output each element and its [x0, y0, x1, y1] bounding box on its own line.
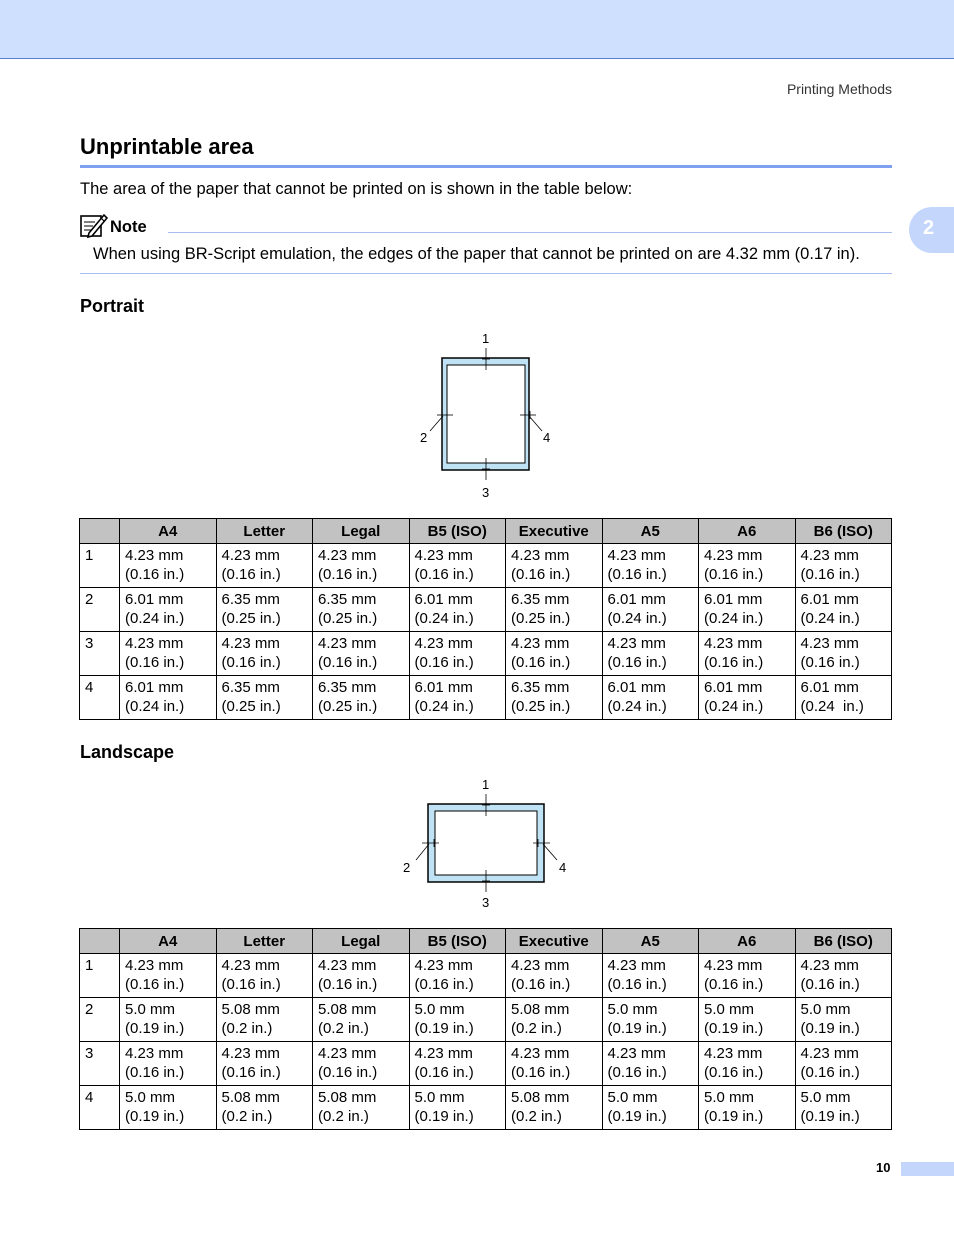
note-pencil-icon	[80, 213, 108, 239]
intro-text: The area of the paper that cannot be printed on is shown in the table below:	[80, 180, 633, 198]
cell-inch-value: (0.16 in.)	[221, 1064, 281, 1081]
cell-mm-value: 4.23 mm	[511, 547, 570, 564]
table-cell	[409, 954, 506, 998]
table-cell	[699, 632, 796, 676]
cell-inch-value: (0.24 in.)	[607, 698, 667, 715]
cell-inch-value: (0.24 in.)	[704, 610, 764, 627]
cell-mm-value: 4.23 mm	[414, 1045, 473, 1062]
table-cell	[795, 544, 892, 588]
cell-inch-value: (0.16 in.)	[607, 654, 667, 671]
table-cell	[699, 544, 796, 588]
cell-mm-value: 5.0 mm	[800, 1001, 851, 1018]
table-cell	[409, 676, 506, 720]
column-header: A4	[120, 519, 217, 544]
cell-inch-value: (0.24 in.)	[800, 610, 860, 627]
table-cell	[795, 676, 892, 720]
cell-inch-value: (0.16 in.)	[511, 976, 571, 993]
cell-inch-value: (0.16 in.)	[125, 566, 185, 583]
cell-inch-value: (0.16 in.)	[318, 976, 378, 993]
table-cell	[216, 1042, 313, 1086]
table-cell	[699, 954, 796, 998]
cell-mm-value: 5.0 mm	[414, 1089, 465, 1106]
portrait-table	[79, 518, 892, 720]
cell-mm-value: 4.23 mm	[704, 957, 763, 974]
cell-mm-value: 5.0 mm	[800, 1089, 851, 1106]
cell-mm-value: 6.01 mm	[704, 679, 763, 696]
landscape-body	[80, 954, 892, 1130]
cell-inch-value: (0.16 in.)	[125, 654, 185, 671]
cell-mm-value: 4.23 mm	[414, 957, 473, 974]
column-header: A6	[699, 929, 796, 954]
cell-mm-value: 4.23 mm	[318, 547, 377, 564]
cell-mm-value: 5.0 mm	[607, 1001, 658, 1018]
table-cell	[409, 1042, 506, 1086]
column-header: A4	[120, 929, 217, 954]
cell-mm-value: 4.23 mm	[125, 635, 184, 652]
cell-mm-value: 6.01 mm	[414, 591, 473, 608]
cell-mm-value: 4.23 mm	[511, 1045, 570, 1062]
header-band	[0, 0, 954, 59]
table-cell	[216, 588, 313, 632]
cell-inch-value: (0.2 in.)	[318, 1108, 369, 1125]
cell-inch-value: (0.19 in.)	[414, 1020, 474, 1037]
cell-inch-value: (0.16 in.)	[511, 654, 571, 671]
column-header: B6 (ISO)	[795, 929, 892, 954]
cell-inch-value: (0.24 in.)	[607, 610, 667, 627]
table-cell	[409, 588, 506, 632]
table-cell	[120, 588, 217, 632]
table-cell	[699, 998, 796, 1042]
table-cell	[795, 588, 892, 632]
table-cell	[506, 632, 603, 676]
cell-mm-value: 5.0 mm	[607, 1089, 658, 1106]
table-cell	[120, 1042, 217, 1086]
cell-inch-value: (0.16 in.)	[414, 566, 474, 583]
cell-mm-value: 4.23 mm	[318, 635, 377, 652]
column-header: A5	[602, 929, 699, 954]
table-cell	[602, 954, 699, 998]
cell-inch-value: (0.19 in.)	[125, 1020, 185, 1037]
table-cell	[313, 998, 410, 1042]
cell-inch-value: (0.2 in.)	[318, 1020, 369, 1037]
table-cell	[409, 544, 506, 588]
column-header: Legal	[313, 519, 410, 544]
cell-mm-value: 4.23 mm	[125, 547, 184, 564]
cell-inch-value: (0.16 in.)	[125, 976, 185, 993]
table-cell	[313, 1086, 410, 1130]
cell-inch-value: (0.19 in.)	[800, 1108, 860, 1125]
cell-mm-value: 4.23 mm	[125, 1045, 184, 1062]
column-header: B5 (ISO)	[409, 519, 506, 544]
cell-mm-value: 6.35 mm	[221, 679, 280, 696]
portrait-label-right: 4	[543, 430, 551, 445]
cell-inch-value: (0.16 in.)	[318, 566, 378, 583]
row-number: 4	[80, 676, 120, 720]
cell-mm-value: 6.01 mm	[607, 591, 666, 608]
cell-mm-value: 5.08 mm	[318, 1089, 377, 1106]
table-cell	[120, 954, 217, 998]
landscape-heading: Landscape	[80, 742, 175, 762]
table-cell	[602, 632, 699, 676]
page-number-bar	[901, 1162, 954, 1176]
cell-mm-value: 4.23 mm	[221, 1045, 280, 1062]
table-row	[80, 998, 892, 1042]
table-cell	[120, 676, 217, 720]
column-header: B6 (ISO)	[795, 519, 892, 544]
cell-inch-value: (0.19 in.)	[414, 1108, 474, 1125]
table-cell	[409, 632, 506, 676]
landscape-table	[79, 928, 892, 1130]
row-number: 3	[80, 1042, 120, 1086]
cell-mm-value: 5.0 mm	[704, 1001, 755, 1018]
cell-inch-value: (0.24 in.)	[414, 610, 474, 627]
cell-inch-value: (0.16 in.)	[221, 566, 281, 583]
table-cell	[409, 998, 506, 1042]
cell-inch-value: (0.16 in.)	[318, 1064, 378, 1081]
cell-mm-value: 5.08 mm	[511, 1001, 570, 1018]
cell-mm-value: 6.35 mm	[318, 591, 377, 608]
landscape-label-bottom: 3	[482, 895, 490, 910]
cell-mm-value: 6.01 mm	[125, 679, 184, 696]
cell-inch-value: (0.24 in.)	[800, 698, 864, 715]
column-header	[80, 929, 120, 954]
table-row	[80, 632, 892, 676]
table-cell	[602, 676, 699, 720]
cell-mm-value: 5.08 mm	[221, 1089, 280, 1106]
cell-mm-value: 5.0 mm	[125, 1001, 176, 1018]
portrait-heading: Portrait	[80, 296, 145, 316]
cell-inch-value: (0.16 in.)	[414, 976, 474, 993]
table-cell	[120, 544, 217, 588]
portrait-label-bottom: 3	[482, 485, 490, 500]
table-cell	[506, 1086, 603, 1130]
cell-mm-value: 4.23 mm	[704, 547, 763, 564]
cell-inch-value: (0.2 in.)	[511, 1108, 562, 1125]
cell-inch-value: (0.24 in.)	[704, 698, 764, 715]
table-cell	[216, 954, 313, 998]
cell-inch-value: (0.19 in.)	[125, 1108, 185, 1125]
table-row	[80, 676, 892, 720]
table-cell	[313, 544, 410, 588]
cell-mm-value: 6.35 mm	[318, 679, 377, 696]
cell-mm-value: 4.23 mm	[414, 547, 473, 564]
note-bottom-rule	[80, 273, 892, 274]
column-header	[80, 519, 120, 544]
table-cell	[216, 1086, 313, 1130]
column-header: Executive	[506, 929, 603, 954]
table-cell	[313, 632, 410, 676]
cell-mm-value: 6.01 mm	[800, 591, 859, 608]
cell-inch-value: (0.25 in.)	[221, 610, 281, 627]
chapter-tab	[909, 207, 954, 253]
table-cell	[120, 998, 217, 1042]
cell-inch-value: (0.16 in.)	[511, 1064, 571, 1081]
cell-mm-value: 5.0 mm	[125, 1089, 176, 1106]
cell-mm-value: 6.01 mm	[125, 591, 184, 608]
table-cell	[120, 1086, 217, 1130]
cell-inch-value: (0.16 in.)	[221, 654, 281, 671]
portrait-label-top: 1	[482, 331, 490, 346]
table-cell	[699, 1042, 796, 1086]
table-cell	[699, 676, 796, 720]
column-header: Executive	[506, 519, 603, 544]
cell-inch-value: (0.16 in.)	[414, 1064, 474, 1081]
note-top-rule	[168, 232, 892, 233]
cell-inch-value: (0.19 in.)	[704, 1108, 764, 1125]
cell-mm-value: 4.23 mm	[607, 1045, 666, 1062]
page-number: 10	[876, 1160, 891, 1175]
cell-inch-value: (0.19 in.)	[704, 1020, 764, 1037]
cell-inch-value: (0.16 in.)	[221, 976, 281, 993]
title-rule	[80, 165, 892, 168]
cell-inch-value: (0.16 in.)	[414, 654, 474, 671]
row-number: 1	[80, 544, 120, 588]
table-cell	[795, 1086, 892, 1130]
cell-inch-value: (0.16 in.)	[607, 566, 667, 583]
cell-inch-value: (0.2 in.)	[511, 1020, 562, 1037]
row-number: 4	[80, 1086, 120, 1130]
cell-inch-value: (0.16 in.)	[125, 1064, 185, 1081]
cell-mm-value: 4.23 mm	[800, 635, 859, 652]
cell-mm-value: 4.23 mm	[800, 547, 859, 564]
table-cell	[699, 1086, 796, 1130]
cell-inch-value: (0.16 in.)	[607, 976, 667, 993]
cell-mm-value: 4.23 mm	[511, 635, 570, 652]
cell-inch-value: (0.25 in.)	[318, 698, 378, 715]
table-cell	[602, 1042, 699, 1086]
table-cell	[506, 954, 603, 998]
cell-inch-value: (0.19 in.)	[607, 1020, 667, 1037]
table-cell	[216, 998, 313, 1042]
landscape-label-top: 1	[482, 777, 490, 792]
cell-mm-value: 4.23 mm	[704, 635, 763, 652]
cell-mm-value: 6.35 mm	[221, 591, 280, 608]
note-text: When using BR-Script emulation, the edges of the paper that cannot be printed on are 4.32 mm (0.17 in).	[93, 245, 860, 263]
cell-inch-value: (0.25 in.)	[221, 698, 281, 715]
cell-mm-value: 4.23 mm	[800, 1045, 859, 1062]
cell-mm-value: 4.23 mm	[607, 635, 666, 652]
cell-mm-value: 4.23 mm	[221, 547, 280, 564]
cell-inch-value: (0.16 in.)	[511, 566, 571, 583]
table-cell	[506, 588, 603, 632]
cell-inch-value: (0.25 in.)	[511, 610, 571, 627]
portrait-paper-diagram	[410, 330, 560, 502]
cell-inch-value: (0.19 in.)	[607, 1108, 667, 1125]
table-cell	[120, 632, 217, 676]
cell-inch-value: (0.25 in.)	[318, 610, 378, 627]
cell-mm-value: 6.01 mm	[607, 679, 666, 696]
cell-mm-value: 5.08 mm	[511, 1089, 570, 1106]
table-cell	[506, 544, 603, 588]
cell-inch-value: (0.2 in.)	[221, 1108, 273, 1125]
cell-inch-value: (0.19 in.)	[800, 1020, 860, 1037]
cell-inch-value: (0.16 in.)	[704, 976, 764, 993]
table-cell	[216, 632, 313, 676]
column-header: A5	[602, 519, 699, 544]
cell-mm-value: 4.23 mm	[318, 957, 377, 974]
cell-inch-value: (0.24 in.)	[125, 610, 185, 627]
table-cell	[602, 588, 699, 632]
table-cell	[602, 1086, 699, 1130]
table-cell	[506, 1042, 603, 1086]
table-row	[80, 954, 892, 998]
row-number: 2	[80, 998, 120, 1042]
chapter-number: 2	[923, 217, 935, 239]
cell-mm-value: 4.23 mm	[511, 957, 570, 974]
landscape-header-row	[80, 929, 892, 954]
table-cell	[313, 676, 410, 720]
table-cell	[313, 954, 410, 998]
cell-mm-value: 4.23 mm	[414, 635, 473, 652]
cell-inch-value: (0.24 in.)	[125, 698, 185, 715]
column-header: Letter	[216, 519, 313, 544]
cell-mm-value: 5.08 mm	[318, 1001, 377, 1018]
table-cell	[699, 588, 796, 632]
section-title: Unprintable area	[80, 134, 254, 159]
table-cell	[795, 998, 892, 1042]
table-cell	[795, 954, 892, 998]
landscape-label-left: 2	[403, 860, 411, 875]
cell-inch-value: (0.2 in.)	[221, 1020, 273, 1037]
cell-mm-value: 4.23 mm	[125, 957, 184, 974]
cell-inch-value: (0.25 in.)	[511, 698, 571, 715]
cell-inch-value: (0.24 in.)	[414, 698, 474, 715]
column-header: Letter	[216, 929, 313, 954]
table-cell	[313, 1042, 410, 1086]
table-cell	[216, 676, 313, 720]
portrait-label-left: 2	[420, 430, 428, 445]
cell-mm-value: 6.35 mm	[511, 591, 570, 608]
note-label: Note	[110, 218, 147, 236]
table-row	[80, 1086, 892, 1130]
table-cell	[795, 632, 892, 676]
table-cell	[313, 588, 410, 632]
cell-inch-value: (0.16 in.)	[704, 566, 764, 583]
table-cell	[409, 1086, 506, 1130]
table-row	[80, 544, 892, 588]
cell-mm-value: 4.23 mm	[800, 957, 859, 974]
cell-mm-value: 4.23 mm	[221, 957, 280, 974]
landscape-paper-diagram	[396, 776, 576, 912]
table-row	[80, 1042, 892, 1086]
cell-inch-value: (0.16 in.)	[800, 976, 860, 993]
row-number: 2	[80, 588, 120, 632]
cell-mm-value: 5.08 mm	[221, 1001, 280, 1018]
cell-mm-value: 4.23 mm	[221, 635, 280, 652]
cell-inch-value: (0.16 in.)	[704, 1064, 764, 1081]
table-cell	[602, 544, 699, 588]
table-cell	[602, 998, 699, 1042]
running-head: Printing Methods	[786, 81, 892, 97]
cell-inch-value: (0.16 in.)	[607, 1064, 667, 1081]
landscape-label-right: 4	[559, 860, 567, 875]
cell-mm-value: 4.23 mm	[704, 1045, 763, 1062]
cell-mm-value: 6.35 mm	[511, 679, 570, 696]
cell-inch-value: (0.16 in.)	[318, 654, 378, 671]
table-cell	[506, 676, 603, 720]
table-row	[80, 588, 892, 632]
portrait-body	[80, 544, 892, 720]
cell-mm-value: 6.01 mm	[414, 679, 473, 696]
cell-mm-value: 4.23 mm	[318, 1045, 377, 1062]
row-number: 1	[80, 954, 120, 998]
table-cell	[506, 998, 603, 1042]
table-cell	[216, 544, 313, 588]
cell-inch-value: (0.16 in.)	[800, 566, 860, 583]
cell-mm-value: 5.0 mm	[414, 1001, 465, 1018]
cell-mm-value: 4.23 mm	[607, 547, 666, 564]
row-number: 3	[80, 632, 120, 676]
cell-inch-value: (0.16 in.)	[800, 1064, 860, 1081]
cell-mm-value: 5.0 mm	[704, 1089, 755, 1106]
cell-inch-value: (0.16 in.)	[704, 654, 764, 671]
cell-mm-value: 6.01 mm	[704, 591, 763, 608]
cell-mm-value: 4.23 mm	[607, 957, 666, 974]
table-cell	[795, 1042, 892, 1086]
cell-inch-value: (0.16 in.)	[800, 654, 860, 671]
column-header: A6	[699, 519, 796, 544]
portrait-header-row	[80, 519, 892, 544]
cell-mm-value: 6.01 mm	[800, 679, 859, 696]
column-header: B5 (ISO)	[409, 929, 506, 954]
column-header: Legal	[313, 929, 410, 954]
